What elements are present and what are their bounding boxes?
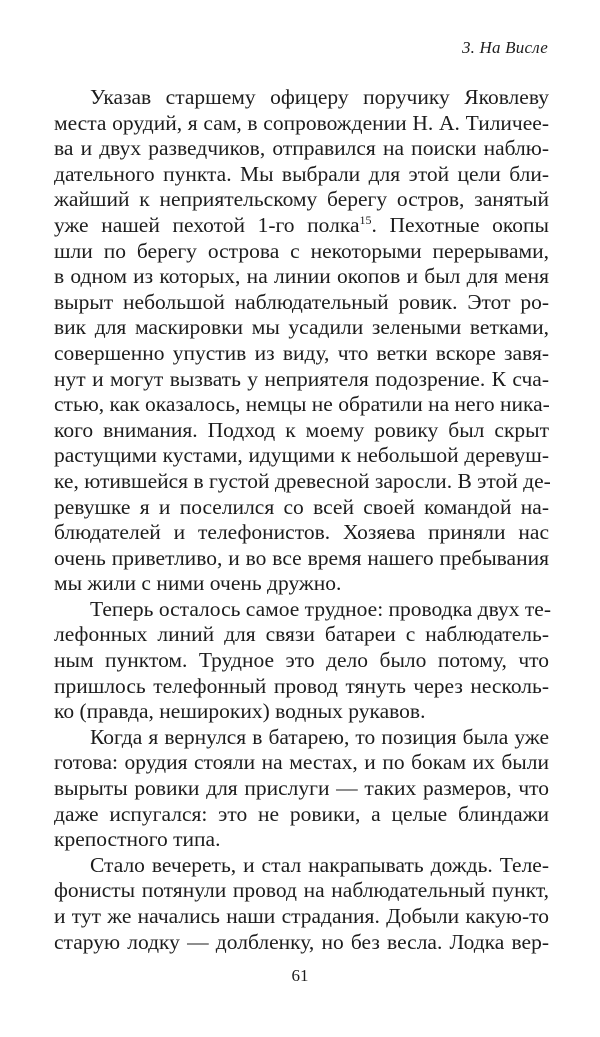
text-line: места орудий, я сам, в сопровождении Н. А. Тиличее- [54,110,549,135]
text-segment: . Пехотные окопы [371,212,549,237]
text-line: стью, как оказалось, немцы не обратили на него ника- [54,392,550,417]
text-line: ко (правда, нешироких) водных рукавов. [54,699,426,724]
text-line: растущими кустами, идущими к небольшой деревуш- [54,443,549,468]
text-line: нут и могут вызвать у неприятеля подозрение. К сча- [54,366,549,391]
text-line: лефонных линий для связи батареи с наблюдатель- [54,622,549,647]
text-line: Теперь осталось самое трудное: проводка двух те- [90,596,551,621]
text-line: шли по берегу острова с некоторыми перерывами, [54,238,549,263]
text-line: в одном из которых, на линии окопов и был для меня [54,264,549,289]
text-line-with-footnote [54,213,549,239]
text-line: ва и двух разведчиков, отправился на поиски наблю- [54,136,549,161]
text-line: даже испугался: это не ровики, а целые блиндажи [54,801,549,826]
text-line: мы жили с ними очень дружно. [54,571,342,596]
text-line: вырыт небольшой наблюдательный ровик. Этот ро- [54,289,549,314]
text-line: дательного пункта. Мы выбрали для этой цели бли- [54,161,549,186]
text-line: жайший к неприятельскому берегу остров, занятый [54,187,549,212]
text-line: старую лодку — долбленку, но без весла. Лодка вер- [54,929,549,954]
text-line: фонисты потянули провод на наблюдательный пункт, [54,878,549,903]
text-line: готова: орудия стояли на местах, и по бокам их были [54,750,549,775]
text-line: ке, ютившейся в густой древесной заросли. В этой де- [54,468,551,493]
text-line: совершенно упустив из виду, что ветки вскоре завя- [54,340,549,365]
page-number: 61 [291,966,309,985]
text-line: очень приветливо, и во все время нашего пребывания [54,545,549,570]
body-text [54,85,549,955]
text-line: кого внимания. Подход к моему ровику был скрыт [54,417,549,442]
running-header: 3. На Висле [461,38,548,57]
text-line: блюдателей и телефонистов. Хозяева приняли нас [54,520,549,545]
text-line: вырыты ровики для прислуги — таких размеров, что [54,776,549,801]
text-line: Указав старшему офицеру поручику Яковлеву [90,85,549,109]
text-line: Стало вечереть, и стал накрапывать дождь. Теле- [90,852,549,877]
text-line: ревушке я и поселился со всей своей командой на- [54,494,549,519]
text-line: ным пунктом. Трудное это дело было потому, что [54,648,549,673]
text-segment: уже нашей пехотой 1-го полка [54,212,360,237]
text-line: и тут же начались наши страдания. Добыли какую-то [54,904,549,928]
text-line: Когда я вернулся в батарею, то позиция была уже [90,724,549,749]
text-line: пришлось телефонный провод тянуть через несколь- [54,673,549,698]
footnote-reference: 15 [359,212,372,227]
text-line: крепостного типа. [54,827,221,852]
text-line: вик для маскировки мы усадили зелеными ветками, [54,315,549,340]
